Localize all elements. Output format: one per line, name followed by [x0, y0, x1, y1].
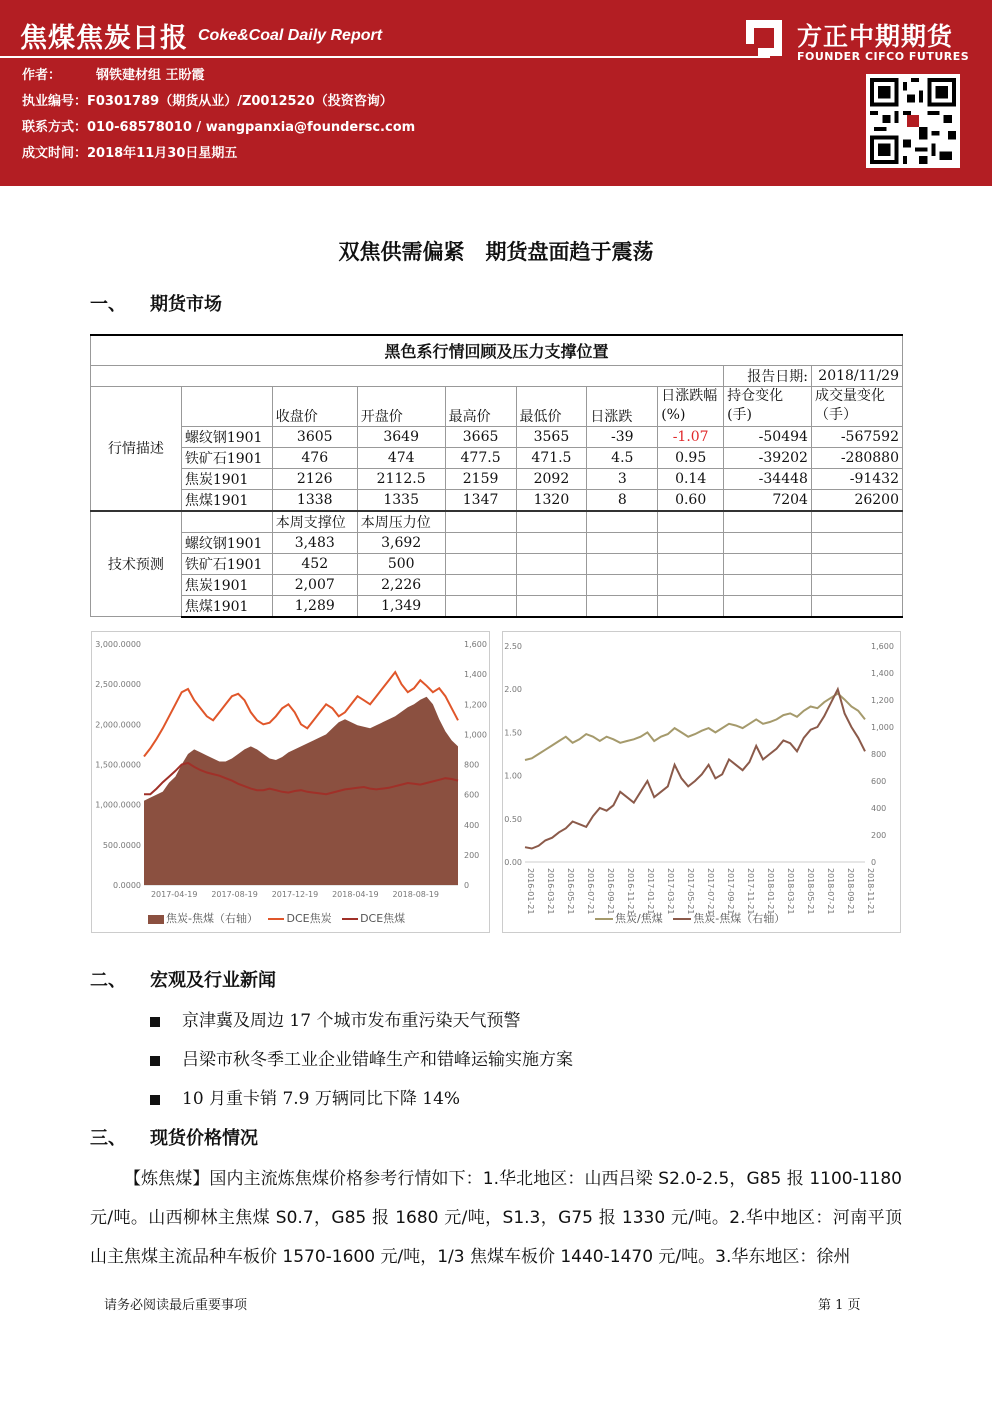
- col-header: 最高价: [445, 386, 516, 426]
- y-tick-right: 400: [871, 804, 887, 813]
- x-tick-label: 2016-03-21: [546, 868, 555, 915]
- col-header: 本周压力位: [357, 511, 445, 533]
- y-tick-left: 500.0000: [102, 840, 141, 850]
- table-row: 铁矿石1901 476 474 477.5 471.5 4.5 0.95 -39202 -280880: [91, 447, 903, 468]
- report-title: 焦煤焦炭日报: [20, 23, 188, 54]
- table-row: 焦炭1901 2,007 2,226: [91, 574, 903, 595]
- table-row: 焦煤1901 1,289 1,349: [91, 595, 903, 617]
- x-tick-label: 2017-09-21: [726, 868, 735, 915]
- author-label: 作者：: [22, 68, 62, 83]
- chart-legend: [148, 910, 405, 926]
- table-caption: 黑色系行情回顾及压力支撑位置: [91, 335, 903, 365]
- x-tick-label: 2016-07-21: [586, 868, 595, 915]
- x-tick-label: 2018-01-21: [766, 868, 775, 915]
- news-item: 10 月重卡销 7.9 万辆同比下降 14%: [150, 1084, 460, 1109]
- y-tick-right: 800: [464, 760, 480, 770]
- report-date-label: 报告日期:: [724, 365, 812, 386]
- chart-right-svg: [503, 632, 902, 934]
- chart-left: [91, 631, 490, 933]
- header-divider: [0, 56, 770, 58]
- section-title: 现货价格情况: [150, 1128, 258, 1149]
- legend-swatch: [268, 918, 284, 920]
- y-tick-right: 1,200: [871, 696, 894, 705]
- spot-price-paragraph: 【炼焦煤】国内主流炼焦煤价格参考行情如下：1.华北地区：山西吕梁 S2.0-2.5，G85 报 1100-1180 元/吨。山西柳林主焦煤 S0.7，G85 报 1680 元/吨，S1.3，G75 报 1330 元/吨。2.华中地区：河南平顶山主焦煤主流品种车板价 1570-1600 元/吨，1/3 焦煤车板价 1440-1470 元/吨。3.华东地区：徐州: [90, 1169, 902, 1267]
- document-title: 双焦供需偏紧 期货盘面趋于震荡: [338, 240, 654, 264]
- section-label-market: 行情描述: [91, 386, 182, 511]
- x-tick-label: 2017-12-19: [271, 890, 319, 899]
- x-tick-label: 2018-09-21: [846, 868, 855, 915]
- legend-swatch: [595, 918, 613, 920]
- section-label-tech: 技术预测: [91, 511, 182, 617]
- y-tick-left: 1.00: [504, 771, 522, 781]
- y-tick-left: 2.00: [504, 685, 522, 695]
- report-date: 2018/11/29: [811, 365, 902, 386]
- y-tick-right: 1,600: [871, 642, 894, 651]
- y-tick-right: 1,400: [464, 670, 487, 680]
- legend-swatch: [673, 918, 691, 920]
- chart-legend: [595, 910, 785, 926]
- x-tick-label: 2017-07-21: [706, 868, 715, 915]
- table-row: 铁矿石1901 452 500: [91, 553, 903, 574]
- report-header: [0, 0, 992, 186]
- y-tick-right: 400: [464, 820, 480, 830]
- section-heading-futures: [90, 290, 222, 316]
- y-tick-left: 0.50: [504, 814, 522, 824]
- x-tick-label: 2018-07-21: [826, 868, 835, 915]
- x-tick-label: 2017-11-21: [746, 868, 755, 915]
- col-header: 收盘价: [272, 386, 357, 426]
- y-tick-right: 0: [871, 858, 877, 867]
- y-tick-left: 2,000.0000: [95, 720, 141, 730]
- x-tick-label: 2017-01-21: [646, 868, 655, 915]
- author-value: 钢铁建材组 王盼霞: [96, 68, 205, 83]
- section-title: 期货市场: [150, 294, 222, 315]
- table-row: 螺纹钢1901 3,483 3,692: [91, 532, 903, 553]
- section-heading-news: [90, 966, 276, 992]
- y-tick-right: 1,600: [464, 640, 487, 649]
- y-tick-right: 600: [464, 790, 480, 800]
- x-tick-label: 2018-11-21: [866, 868, 875, 915]
- col-header: 持仓变化(手): [724, 386, 812, 426]
- section-number: 三、: [90, 1128, 126, 1149]
- legend-label: DCE焦煤: [360, 912, 406, 925]
- x-tick-label: 2017-03-21: [666, 868, 675, 915]
- legend-swatch: [342, 918, 358, 920]
- x-tick-label: 2018-04-19: [332, 890, 379, 899]
- table-row: 焦煤1901 1338 1335 1347 1320 8 0.60 7204 26200: [91, 489, 903, 511]
- x-tick-label: 2016-01-21: [526, 868, 535, 915]
- y-tick-right: 200: [871, 831, 887, 840]
- section-title: 宏观及行业新闻: [150, 970, 276, 991]
- y-tick-left: 1.50: [504, 728, 522, 738]
- y-tick-right: 1,000: [871, 723, 894, 732]
- x-tick-label: 2018-05-21: [806, 868, 815, 915]
- col-header: 日涨跌: [587, 386, 658, 426]
- table-row: 螺纹钢1901 3605 3649 3665 3565 -39 -1.07 -50494 -567592: [91, 426, 903, 447]
- news-item: 吕梁市秋冬季工业企业错峰生产和错峰运输实施方案: [150, 1045, 573, 1070]
- legend-label: 焦炭/焦煤: [615, 912, 663, 925]
- y-tick-right: 1,000: [464, 730, 487, 740]
- legend-label: DCE焦炭: [286, 912, 332, 925]
- col-header: 最低价: [516, 386, 587, 426]
- y-tick-right: 1,400: [871, 669, 894, 678]
- bullet-square-icon: [150, 1056, 160, 1066]
- chart-left-svg: [92, 632, 491, 934]
- y-tick-left: 2,500.0000: [95, 680, 141, 690]
- y-tick-left: 3,000.0000: [95, 640, 141, 649]
- col-header: 日涨跌幅(%): [658, 386, 724, 426]
- y-tick-right: 1,200: [464, 700, 487, 710]
- report-title-en: Coke&Coal Daily Report: [198, 27, 383, 44]
- date-line: 成文时间：2018年11月30日星期五: [22, 146, 238, 161]
- col-header: 本周支撑位: [272, 511, 357, 533]
- col-header: 成交量变化（手）: [811, 386, 902, 426]
- founder-logo-icon: [744, 18, 784, 58]
- y-tick-right: 200: [464, 850, 480, 860]
- footer-notice: 请务必阅读最后重要事项: [104, 1298, 248, 1313]
- y-tick-right: 600: [871, 777, 887, 786]
- brand-name: 方正中期期货: [797, 22, 954, 51]
- x-tick-label: 2016-05-21: [566, 868, 575, 915]
- author-line: [22, 64, 205, 83]
- legend-swatch: [148, 915, 164, 924]
- x-tick-label: 2017-05-21: [686, 868, 695, 915]
- legend-label: 焦炭-焦煤（右轴）: [166, 912, 258, 925]
- bullet-square-icon: [150, 1095, 160, 1105]
- chart-right: [502, 631, 901, 933]
- x-tick-label: 2018-03-21: [786, 868, 795, 915]
- y-tick-right: 0: [464, 881, 470, 890]
- qr-code-icon[interactable]: [866, 74, 960, 168]
- contact-line: 联系方式：010-68578010 / wangpanxia@foundersc.com: [22, 120, 416, 135]
- table-row: 焦炭1901 2126 2112.5 2159 2092 3 0.14 -34448 -91432: [91, 468, 903, 489]
- x-tick-label: 2017-04-19: [150, 890, 198, 899]
- page-number: 第 1 页: [818, 1298, 861, 1313]
- brand-name-en: FOUNDER CIFCO FUTURES: [797, 50, 970, 63]
- legend-label: 焦炭-焦煤（右轴）: [693, 912, 786, 925]
- y-tick-left: 0.00: [504, 858, 522, 867]
- market-table: [90, 334, 903, 618]
- col-header: 开盘价: [357, 386, 445, 426]
- x-tick-label: 2016-11-21: [626, 868, 635, 915]
- bullet-square-icon: [150, 1017, 160, 1027]
- section-number: 一、: [90, 294, 126, 315]
- y-tick-right: 800: [871, 750, 887, 759]
- y-tick-left: 1,000.0000: [95, 800, 141, 810]
- x-tick-label: 2016-09-21: [606, 868, 615, 915]
- line-series: [525, 694, 865, 761]
- x-tick-label: 2018-08-19: [392, 890, 439, 899]
- line-series: [525, 689, 865, 848]
- license-line: 执业编号：F0301789（期货从业）/Z0012520（投资咨询）: [22, 94, 393, 109]
- y-tick-left: 2.50: [504, 642, 522, 651]
- x-tick-label: 2017-08-19: [211, 890, 258, 899]
- news-item: 京津冀及周边 17 个城市发布重污染天气预警: [150, 1006, 520, 1031]
- section-heading-spot: [90, 1124, 258, 1150]
- section-number: 二、: [90, 970, 126, 991]
- y-tick-left: 0.0000: [113, 881, 141, 890]
- y-tick-left: 1,500.0000: [95, 760, 141, 770]
